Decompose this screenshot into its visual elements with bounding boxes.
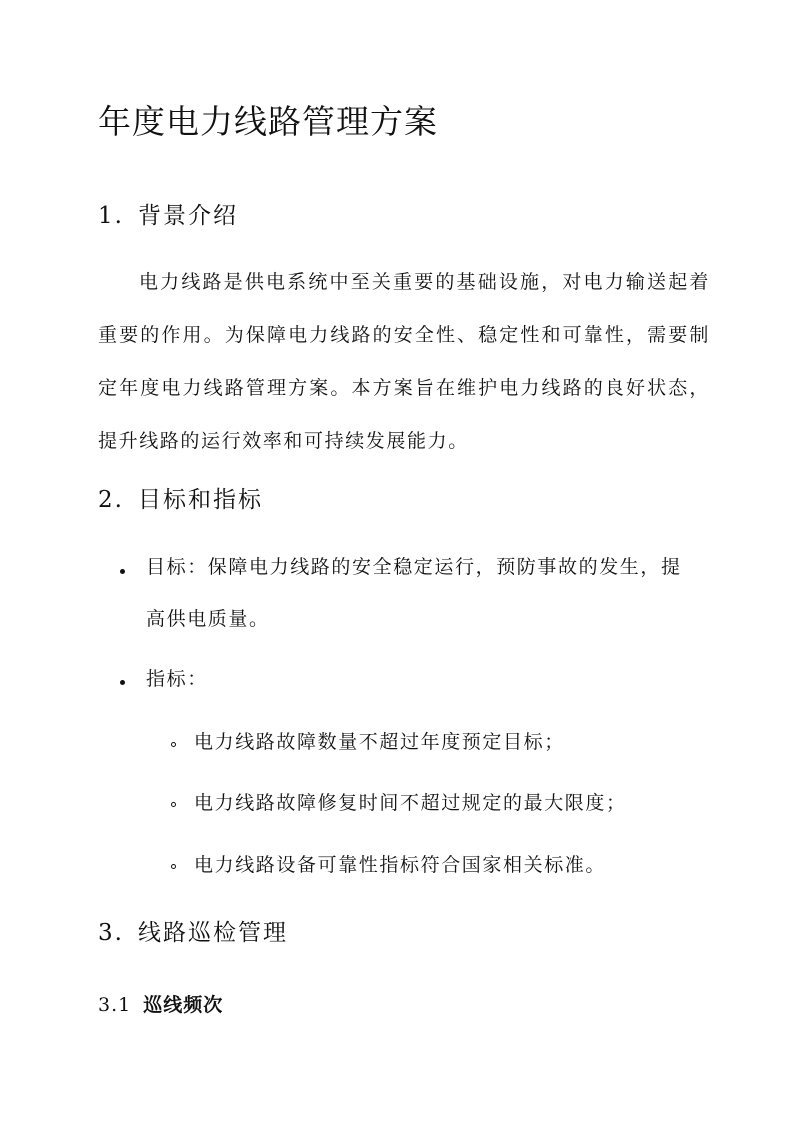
subsection-heading-patrol-frequency <box>98 990 223 1017</box>
indicator-subitem: 电力线路设备可靠性指标符合国家相关标准。 <box>194 854 607 876</box>
section-title: 背景介绍 <box>137 203 238 229</box>
circle-bullet-icon <box>171 742 176 747</box>
section-heading-background <box>98 197 238 230</box>
subsection-number: 3.1 <box>98 994 132 1016</box>
subsection-title: 巡线频次 <box>143 994 224 1016</box>
indicator-subitem: 电力线路故障数量不超过年度预定目标； <box>194 731 565 753</box>
background-paragraph: 电力线路是供电系统中至关重要的基础设施，对电力输送起着重要的作用。为保障电力线路的安全性、稳定性和可靠性，需要制定年度电力线路管理方案。本方案旨在维护电力线路的良好状态，提升线路的运行效率和可持续发展能力。 <box>98 271 710 452</box>
section-title: 目标和指标 <box>137 487 263 513</box>
section-heading-goals <box>98 481 263 514</box>
circle-bullet-icon <box>171 864 176 869</box>
indicator-bullet-label: 指标： <box>146 668 208 690</box>
bullet-icon <box>120 569 125 574</box>
indicator-subitem: 电力线路故障修复时间不超过规定的最大限度； <box>194 792 627 814</box>
goal-bullet-line1: 目标：保障电力线路的安全稳定运行，预防事故的发生，提 <box>146 556 682 578</box>
section-heading-inspection <box>98 914 288 947</box>
bullet-icon <box>120 680 125 685</box>
section-number: 1. <box>98 203 124 229</box>
goal-bullet-line2: 高供电质量。 <box>146 608 270 630</box>
section-title: 线路巡检管理 <box>137 920 288 946</box>
document-title: 年度电力线路管理方案 <box>98 102 438 141</box>
circle-bullet-icon <box>171 802 176 807</box>
section-number: 2. <box>98 487 124 513</box>
section-number: 3. <box>98 920 124 946</box>
